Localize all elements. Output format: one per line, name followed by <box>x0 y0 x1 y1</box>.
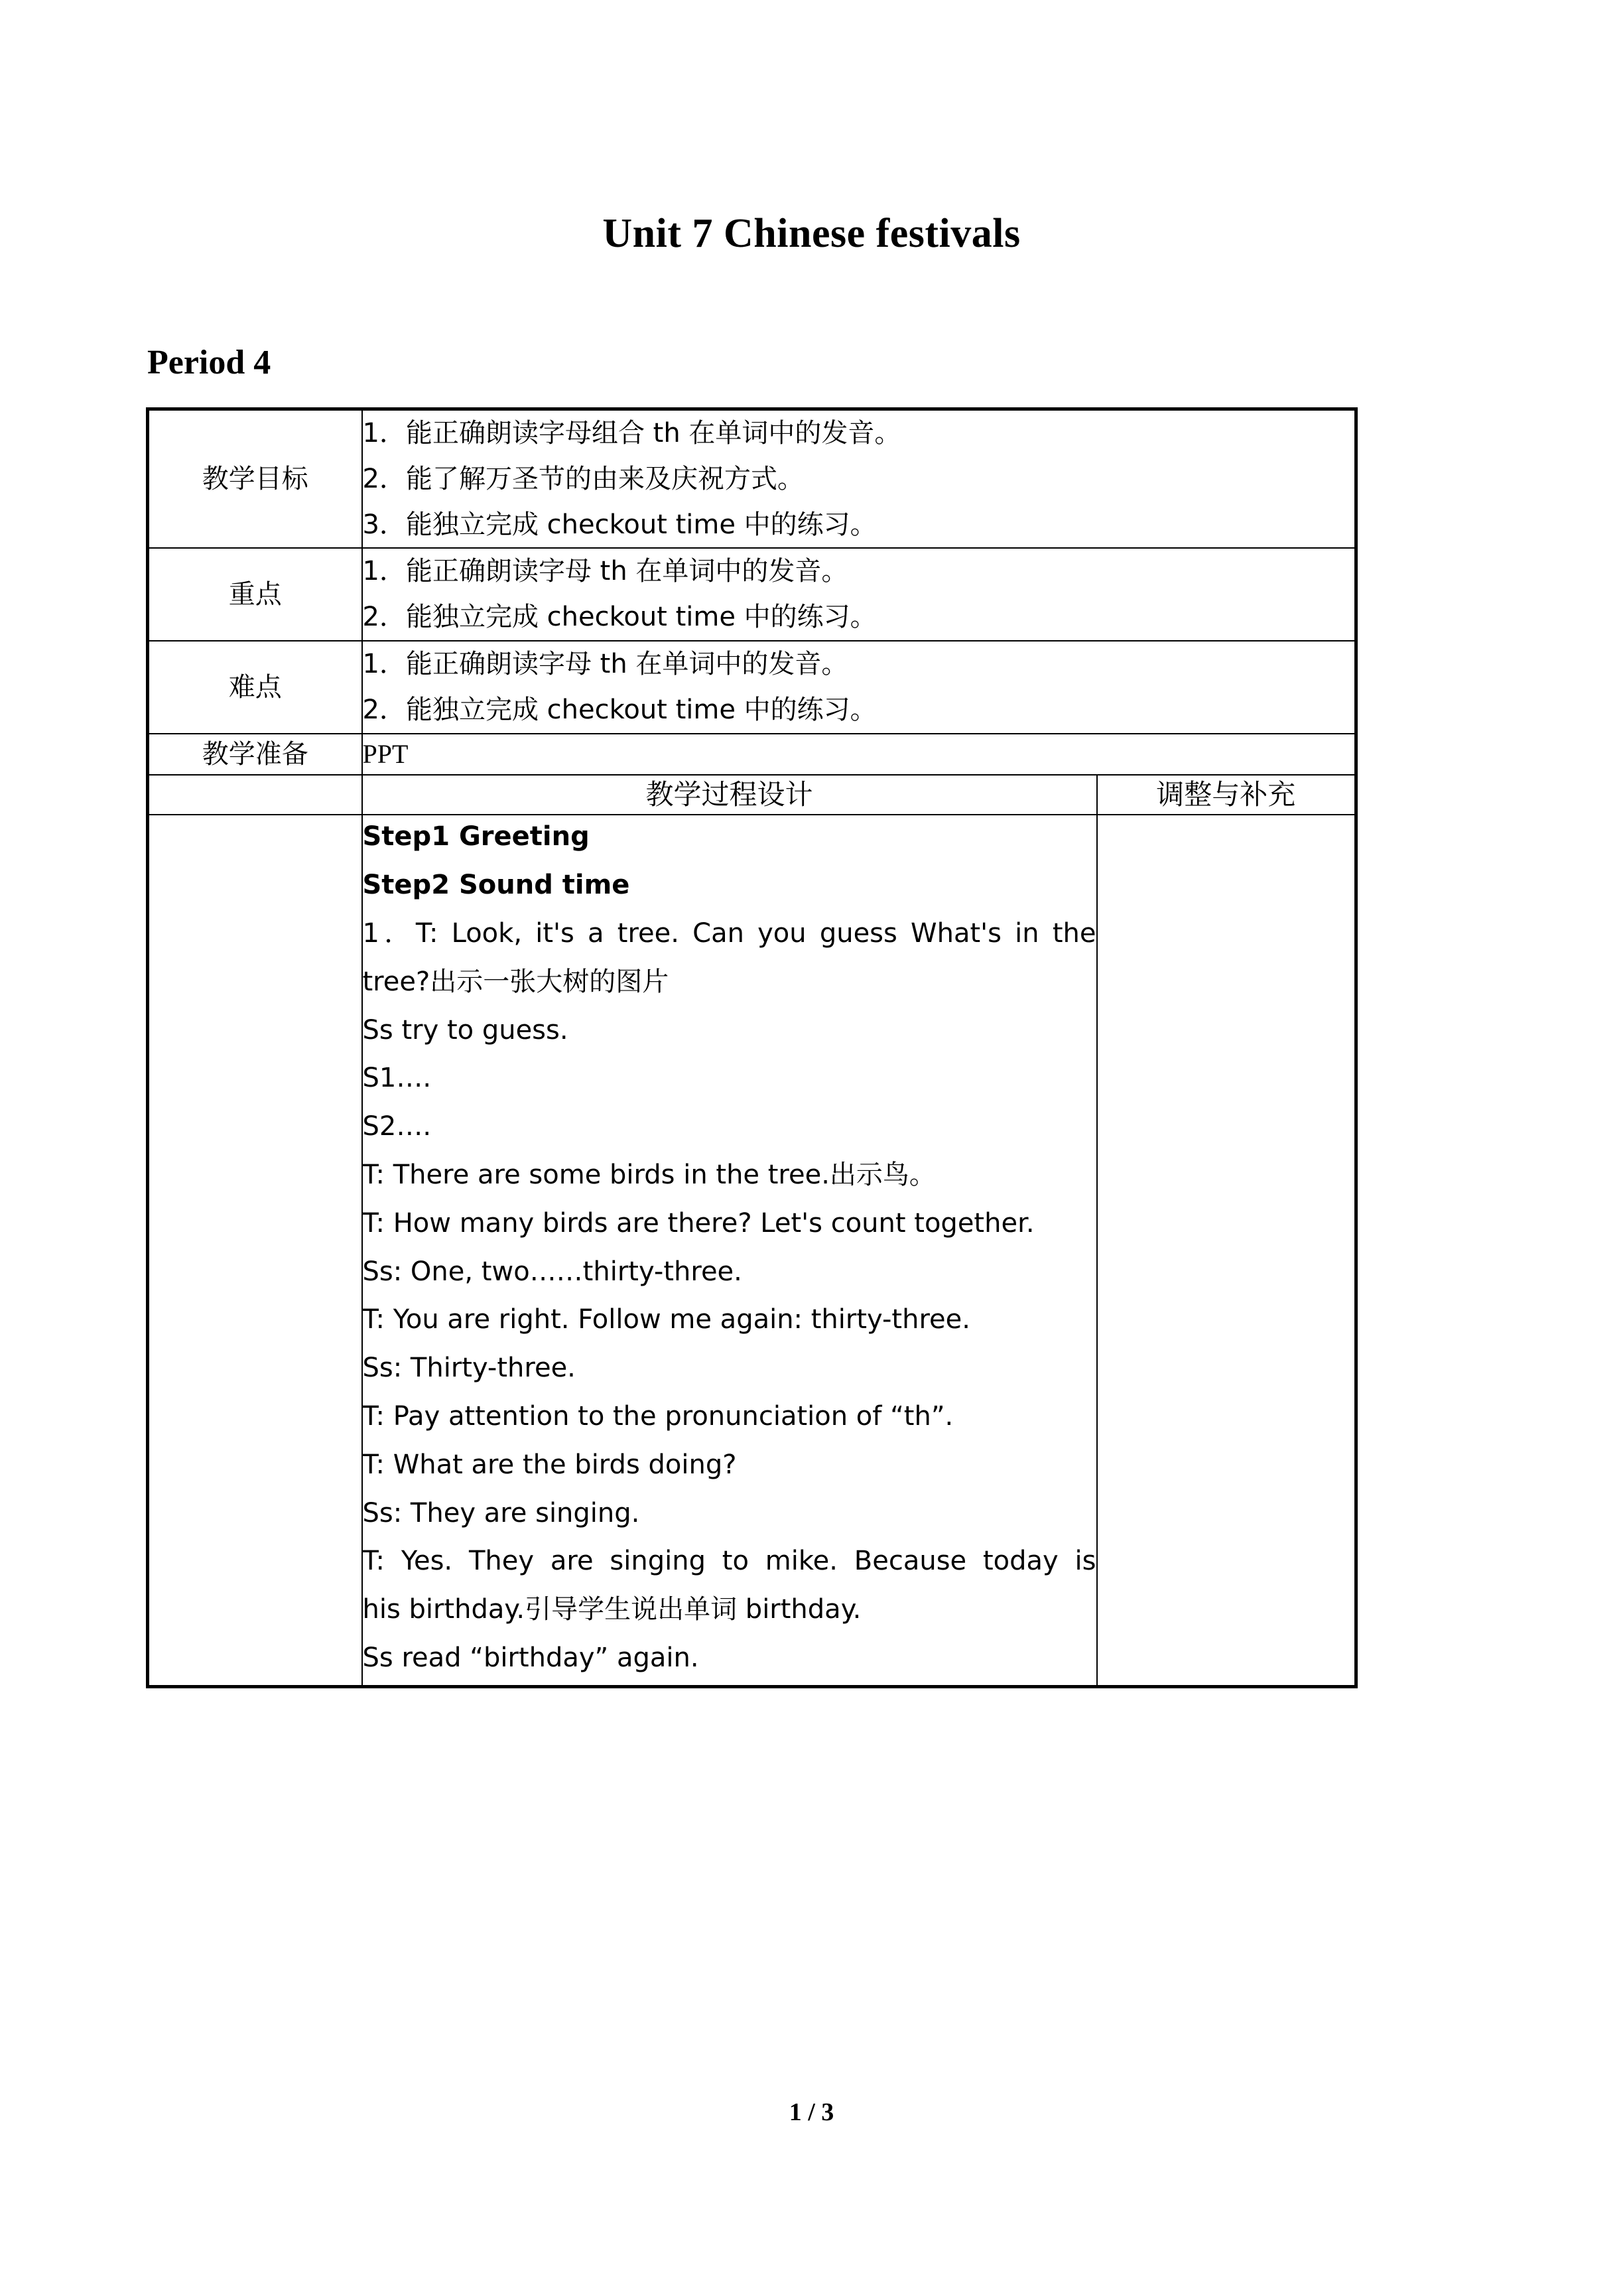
table-row-process-body <box>148 815 1356 1686</box>
difficult-point-item: 2．能独立完成 checkout time 中的练习。 <box>362 694 877 725</box>
process-line: S1…. <box>362 1063 432 1094</box>
table-row-objectives <box>148 409 1356 549</box>
process-line: T: What are the birds doing? <box>362 1449 737 1480</box>
process-line: his birthday.引导学生说出单词 birthday. <box>362 1594 862 1625</box>
row-label-key-points: 重点 <box>148 548 362 641</box>
key-point-item: 1．能正确朗读字母 th 在单词中的发音。 <box>362 556 848 587</box>
process-line: Ss: Thirty-three. <box>362 1353 576 1384</box>
row-body-difficult-points <box>362 641 1356 734</box>
row-body-key-points <box>362 548 1356 641</box>
process-line: Ss read “birthday” again. <box>362 1642 699 1673</box>
objective-item: 2．能了解万圣节的由来及庆祝方式。 <box>362 463 804 494</box>
process-line: S2…. <box>362 1111 432 1142</box>
teaching-process-content <box>362 815 1097 1686</box>
page-number-footer: 1 / 3 <box>789 2098 834 2126</box>
process-line: Step1 Greeting <box>362 821 590 852</box>
process-line: tree?出示一张大树的图片 <box>362 966 669 997</box>
column-header-note: 调整与补充 <box>1097 775 1356 815</box>
difficult-point-item: 1．能正确朗读字母 th 在单词中的发音。 <box>362 648 848 679</box>
process-line: T: There are some birds in the tree.出示鸟。 <box>362 1159 936 1190</box>
process-line: T: How many birds are there? Let's count together. <box>362 1207 1035 1239</box>
process-line: T: Pay attention to the pronunciation of “th”. <box>362 1400 954 1432</box>
row-label-process-header <box>148 775 362 815</box>
table-row-key-points <box>148 548 1356 641</box>
process-line: 1．T: Look, it's a tree. Can you guess What's in the <box>362 917 1096 949</box>
process-line: T: Yes. They are singing to mike. Because today is <box>362 1546 1096 1577</box>
key-point-item: 2．能独立完成 checkout time 中的练习。 <box>362 602 877 633</box>
row-label-difficult-points: 难点 <box>148 641 362 734</box>
column-header-process: 教学过程设计 <box>362 775 1097 815</box>
process-line: T: You are right. Follow me again: thirty-three. <box>362 1304 970 1335</box>
row-body-objectives <box>362 409 1356 549</box>
row-label-objectives: 教学目标 <box>148 409 362 549</box>
period-heading: Period 4 <box>147 344 271 381</box>
process-line: Step2 Sound time <box>362 870 630 901</box>
row-body-preparation: PPT <box>362 734 1356 775</box>
objective-item: 3．能独立完成 checkout time 中的练习。 <box>362 509 877 540</box>
process-line: Ss: One, two……thirty-three. <box>362 1256 742 1287</box>
process-line: Ss try to guess. <box>362 1014 568 1046</box>
row-label-process-body <box>148 815 362 1686</box>
row-label-preparation: 教学准备 <box>148 734 362 775</box>
process-line: Ss: They are singing. <box>362 1497 640 1528</box>
lesson-plan-table <box>146 407 1358 1688</box>
adjustment-note-area[interactable] <box>1097 815 1356 1686</box>
table-row-process-header <box>148 775 1356 815</box>
table-row-difficult-points <box>148 641 1356 734</box>
page-title: Unit 7 Chinese festivals <box>602 211 1021 256</box>
table-row-preparation <box>148 734 1356 775</box>
objective-item: 1．能正确朗读字母组合 th 在单词中的发音。 <box>362 418 901 448</box>
